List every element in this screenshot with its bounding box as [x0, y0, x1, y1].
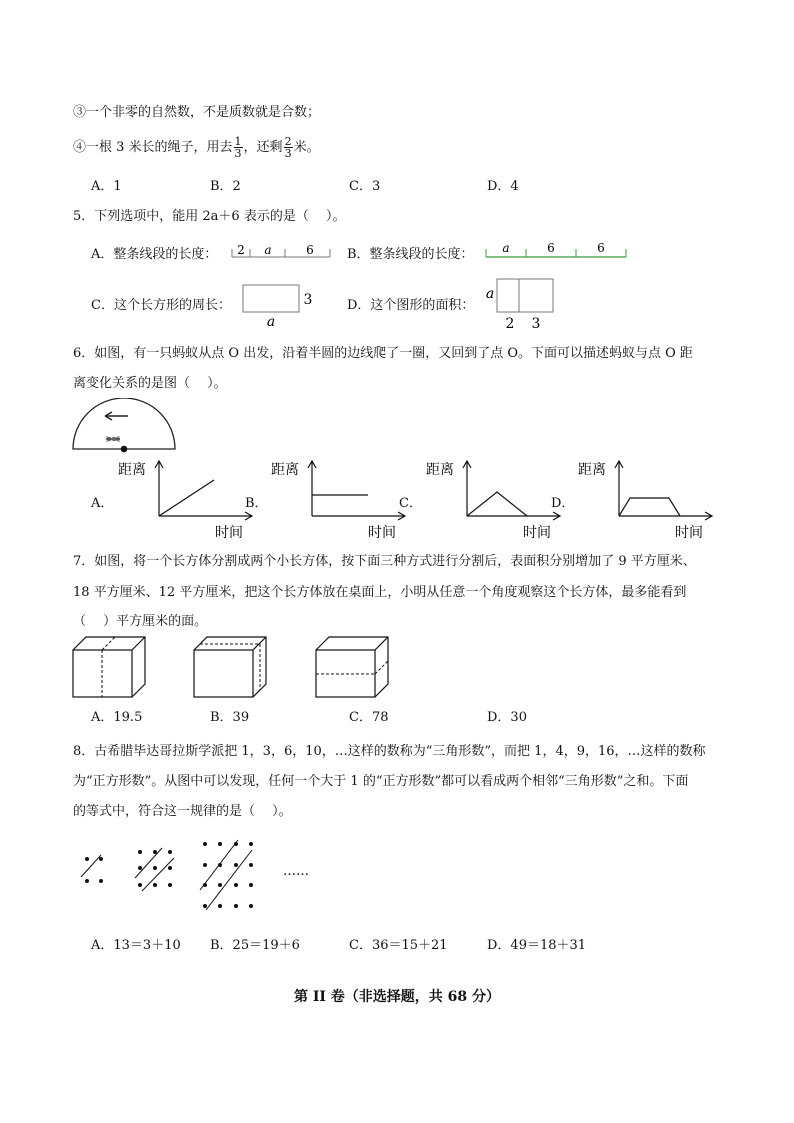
svg-text:距离: 距离: [578, 462, 606, 478]
point-o: [121, 446, 128, 453]
q7-option-d[interactable]: D．30: [487, 710, 527, 725]
svg-text:距离: 距离: [118, 462, 146, 478]
q8-option-a[interactable]: A．13＝3＋10: [91, 938, 181, 953]
seg-label: 6: [597, 241, 605, 255]
q6-option-c[interactable]: C．: [399, 496, 422, 511]
svg-text:时间: 时间: [523, 525, 551, 541]
graph-b: [268, 458, 408, 542]
svg-text:3: 3: [531, 316, 541, 332]
q7-stem-line3: （ ）平方厘米的面。: [73, 614, 208, 629]
q7-option-b[interactable]: B．39: [210, 710, 250, 725]
q5-rectangle-figure: [240, 282, 320, 328]
q8-stem-line1: 8．古希腊毕达哥拉斯学派把 1，3，6，10，…这样的数称为“三角形数”，而把 1，4，9，16，…这样的数称: [73, 744, 706, 759]
graph-d: [575, 458, 715, 542]
svg-text:距离: 距离: [426, 462, 454, 478]
seg-label: 6: [306, 243, 314, 257]
q8-stem-line3: 的等式中，符合这一规律的是（ ）。: [73, 804, 292, 819]
q4-item3: ③一个非零的自然数，不是质数就是合数；: [73, 105, 321, 120]
cuboid-split-1: [70, 633, 150, 699]
q4-option-a[interactable]: A．1: [91, 179, 122, 194]
cuboid-split-3: [313, 633, 393, 699]
q8-option-d[interactable]: D．49＝18＋31: [487, 938, 587, 953]
q8-option-b[interactable]: B．25＝19＋6: [210, 938, 300, 953]
q5-area-figure: [482, 276, 562, 332]
graph-c: [423, 458, 563, 542]
q5-stem: 5．下列选项中，能用 2a＋6 表示的是（ ）。: [73, 209, 346, 224]
q5-option-d[interactable]: D．这个图形的面积：: [347, 298, 475, 313]
q6-option-b[interactable]: B．: [245, 496, 268, 511]
q5-option-c[interactable]: C．这个长方形的周长：: [91, 298, 231, 313]
semicircle-figure: [70, 398, 180, 458]
q4-option-d[interactable]: D．4: [487, 179, 519, 194]
q6-option-a[interactable]: A．: [91, 496, 114, 511]
q6-stem-line2: 离变化关系的是图（ ）。: [73, 376, 227, 391]
q5-option-a[interactable]: A．整条线段的长度：: [91, 247, 218, 262]
q8-stem-line2: 为“正方形数”。从图中可以发现，任何一个大于 1 的“正方形数”都可以看成两个相邻“三角形数”之和。下面: [73, 774, 689, 789]
q8-option-c[interactable]: C．36＝15＋21: [349, 938, 448, 953]
q7-option-a[interactable]: A．19.5: [91, 710, 143, 725]
svg-text:2: 2: [505, 316, 515, 332]
svg-text:时间: 时间: [368, 525, 396, 541]
q7-stem-line2: 18 平方厘米、12 平方厘米，把这个长方体放在桌面上，小明从任意一个角度观察这个长方体，最多能看到: [73, 585, 687, 600]
dot-pattern-figure: [78, 838, 318, 914]
svg-text:距离: 距离: [271, 462, 299, 478]
seg-label: a: [502, 241, 510, 255]
q6-stem-line1: 6．如图，有一只蚂蚁从点 O 出发，沿着半圆的边线爬了一圈，又回到了点 O。下面可以描述蚂蚁与点 O 距: [73, 346, 693, 361]
seg-label: a: [264, 243, 272, 257]
graph-a: [115, 458, 255, 542]
q4-item4: ④一根 3 米长的绳子，用去 $\frac{1}{3}$ ，还剩 $\frac{2}{3}$ 米。: [73, 135, 320, 160]
svg-text:a: a: [266, 314, 276, 328]
q4-option-b[interactable]: B．2: [210, 179, 241, 194]
q5-segment-a-figure: [230, 240, 334, 262]
fraction-one-third: $\frac{1}{3}$: [234, 135, 242, 160]
q7-option-c[interactable]: C．78: [349, 710, 389, 725]
seg-label: 2: [237, 243, 245, 257]
seg-label: 6: [547, 241, 555, 255]
cuboid-split-2: [191, 633, 271, 699]
svg-text:时间: 时间: [675, 525, 703, 541]
section-title: 第 II 卷（非选择题，共 68 分）: [293, 989, 501, 1005]
q6-option-d[interactable]: D．: [551, 496, 575, 511]
q4-option-c[interactable]: C．3: [349, 179, 381, 194]
svg-text:3: 3: [303, 292, 313, 308]
svg-text:a: a: [485, 286, 495, 302]
svg-text:时间: 时间: [215, 525, 243, 541]
fraction-two-thirds: $\frac{2}{3}$: [284, 135, 292, 160]
q5-option-b[interactable]: B．整条线段的长度：: [347, 247, 474, 262]
svg-text:……: ……: [283, 864, 309, 879]
q5-segment-b-figure: [482, 240, 630, 262]
q7-stem-line1: 7．如图，将一个长方体分割成两个小长方体，按下面三种方式进行分割后，表面积分别增加了 9 平方厘米、: [73, 554, 696, 569]
ant-icon: [106, 436, 120, 442]
